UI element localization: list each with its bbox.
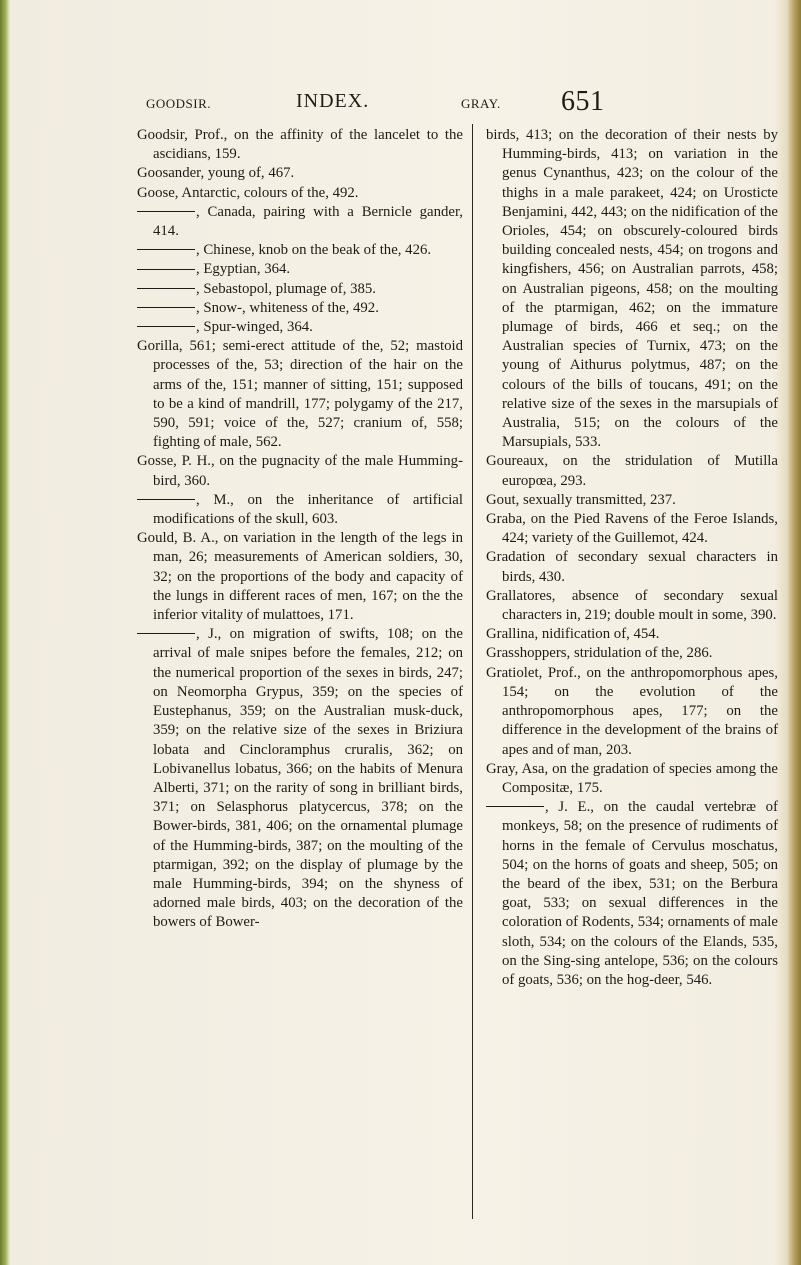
- ditto-dash: [486, 806, 544, 807]
- index-entry: [137, 203, 463, 241]
- index-entry-text: , J., on migration of swifts, 108; on the arrival of male snipes before the females, 212; on the numerical proportion of the sexes in birds, 247; on Neomorpha Grypus, 359; on the species of Eustephanus, 359; on the Australian musk-duck, 359; on the relative size of the sexes in Briziura lobata and Cincloramphus cruralis, 362; on Lobivanellus lobatus, 366; on the habits of Menura Alberti, 371; on the rarity of song in brilliant birds, 371; on Selasphorus platycercus, 378; on the Bower-birds, 381, 406; on the ornamental plumage of the Humming-birds, 387; on the moulting of the ptarmigan, 392; on the display of plumage by the male Humming-birds, 394; on the shyness of adorned male birds, 403; on the decoration of the bowers of Bower-: [153, 626, 463, 931]
- index-entry: [137, 299, 463, 318]
- index-entry-text: Goodsir, Prof., on the affinity of the lancelet to the ascidians, 159.: [137, 127, 463, 163]
- page-fore-edge: [775, 0, 801, 1265]
- index-entry-text: , Canada, pairing with a Bernicle gander, 414.: [153, 203, 463, 240]
- index-column-left: [137, 126, 463, 933]
- index-entry-text: Goosander, young of, 467.: [137, 165, 295, 182]
- index-entry-text: Goose, Antarctic, colours of the, 492.: [137, 184, 359, 201]
- index-entry: [486, 126, 778, 452]
- running-head-right: GRAY.: [461, 96, 501, 111]
- index-entry-text: , Egyptian, 364.: [196, 261, 291, 278]
- index-entry-text: Goureaux, on the stridulation of Mutilla europœa, 293.: [486, 453, 778, 489]
- index-entry-text: , J. E., on the caudal vertebræ of monkeys, 58; on the presence of rudiments of horns in the female of Cervulus moschatus, 504; on the horns of goats and sheep, 505; on the beard of the ibex, 531; on the Berbura goat, 533; on sexual differences in the coloration of Rodents, 534; ornaments of male sloth, 534; on the colours of the Elands, 535, on the Sing-sing antelope, 536; on the colours of goats, 536; on the hog-deer, 546.: [502, 799, 778, 988]
- index-column-right: [486, 126, 778, 990]
- column-divider: [472, 124, 473, 1219]
- ditto-dash: [137, 269, 195, 270]
- index-entry-text: Grallina, nidification of, 454.: [486, 626, 660, 643]
- index-entry: [137, 337, 463, 452]
- index-entry: [137, 164, 463, 183]
- ditto-dash: [137, 499, 195, 500]
- index-entry-text: Gosse, P. H., on the pugnacity of the male Humming-bird, 360.: [137, 453, 463, 489]
- ditto-dash: [137, 249, 195, 250]
- index-entry-text: Gray, Asa, on the gradation of species among the Compositæ, 175.: [486, 760, 778, 796]
- binding-edge: [0, 0, 10, 1265]
- page-number: 651: [561, 86, 605, 117]
- running-head-title: INDEX.: [296, 90, 370, 112]
- index-entry-text: Grasshoppers, stridulation of the, 286.: [486, 645, 713, 662]
- index-entry-text: Grallatores, absence of secondary sexual characters in, 219; double moult in some, 390.: [486, 587, 778, 624]
- index-entry-text: Gratiolet, Prof., on the anthropomorphous apes, 154; on the evolution of the anthropomorphous apes, 177; on the difference in the development of the brains of apes and of man, 203.: [486, 664, 778, 758]
- index-entry-text: , Sebastopol, plumage of, 385.: [196, 280, 377, 297]
- index-entry: [486, 625, 778, 644]
- ditto-dash: [137, 326, 195, 327]
- index-entry: [137, 452, 463, 490]
- index-entry-text: Gorilla, 561; semi-erect attitude of the, 52; mastoid processes of the, 53; direction of the hair on the arms of the, 151; manner of sitting, 151; supposed to be a kind of mandrill, 177; polygamy of the 217, 590, 591; voice of the, 527; cranium of, 558; fighting of male, 562.: [137, 338, 463, 451]
- index-entry: [137, 241, 463, 260]
- index-entry: [486, 548, 778, 586]
- index-entry: [137, 529, 463, 625]
- index-entry: [486, 644, 778, 663]
- index-entry-text: , M., on the inheritance of artificial modifications of the skull, 603.: [153, 491, 463, 528]
- index-entry: [137, 260, 463, 279]
- index-entry: [486, 510, 778, 548]
- index-entry-text: , Spur-winged, 364.: [196, 319, 313, 336]
- index-entry: [486, 798, 778, 990]
- running-head: [146, 86, 636, 117]
- running-head-left: GOODSIR.: [146, 96, 212, 111]
- ditto-dash: [137, 211, 195, 212]
- index-entry: [486, 587, 778, 625]
- index-entry-text: birds, 413; on the decoration of their nests by Humming-birds, 413; on variation in the genus Cynanthus, 423; on the colour of the thighs in a male parakeet, 424; on Urosticte Benjamini, 442, 443; on the nidification of the Orioles, 454; on obscurely-coloured birds building concealed nests, 454; on trogons and kingfishers, 456; on Australian parrots, 458; on Australian pigeons, 458; on the moulting of the ptarmigan, 462; on the immature plumage of birds, 466 et seq.; on the Australian species of Turnix, 473; on the young of Aithurus polytmus, 487; on the colours of the bills of toucans, 491; on the relative size of the sexes in the marsupials of Australia, 515; on the colours of the Marsupials, 533.: [486, 127, 778, 451]
- index-entry: [137, 126, 463, 164]
- ditto-dash: [137, 307, 195, 308]
- index-entry-text: , Chinese, knob on the beak of the, 426.: [196, 242, 432, 259]
- index-entry-text: Graba, on the Pied Ravens of the Feroe Islands, 424; variety of the Guillemot, 424.: [486, 511, 778, 547]
- index-entry: [486, 491, 778, 510]
- index-entry: [137, 625, 463, 932]
- index-entry-text: Gout, sexually transmitted, 237.: [486, 491, 676, 508]
- index-entry: [137, 280, 463, 299]
- index-entry-text: Gould, B. A., on variation in the length of the legs in man, 26; measurements of American soldiers, 30, 32; on the proportions of the body and capacity of the lungs in different races of men, 167; on the the inferior vitality of mulattoes, 171.: [137, 530, 463, 624]
- index-entry-text: Gradation of secondary sexual characters in birds, 430.: [486, 549, 778, 585]
- ditto-dash: [137, 288, 195, 289]
- index-entry: [486, 664, 778, 760]
- index-entry: [486, 452, 778, 490]
- index-entry: [137, 184, 463, 203]
- index-entry: [486, 760, 778, 798]
- index-entry-text: , Snow-, whiteness of the, 492.: [196, 299, 379, 316]
- index-entry: [137, 491, 463, 529]
- ditto-dash: [137, 633, 195, 634]
- index-entry: [137, 318, 463, 337]
